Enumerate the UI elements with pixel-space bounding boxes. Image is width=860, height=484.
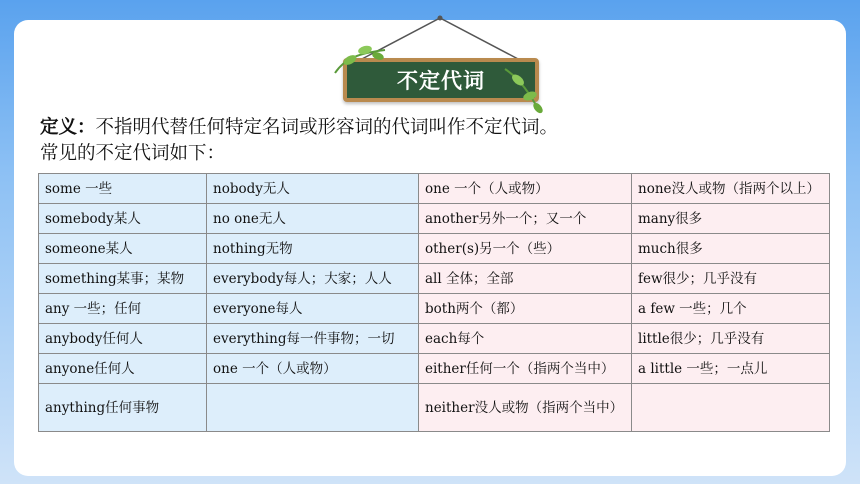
table-row xyxy=(39,204,830,234)
table-cell: some 一些 xyxy=(39,174,207,204)
table-cell: nobody无人 xyxy=(207,174,419,204)
table-row xyxy=(39,354,830,384)
table-row xyxy=(39,264,830,294)
table-cell: each每个 xyxy=(419,324,632,354)
table-cell: one 一个（人或物） xyxy=(419,174,632,204)
subtitle: 常见的不定代词如下： xyxy=(40,143,226,164)
table-row xyxy=(39,174,830,204)
table-cell: either任何一个（指两个当中） xyxy=(419,354,632,384)
table-cell: neither没人或物（指两个当中） xyxy=(419,384,632,432)
table-cell: a few 一些；几个 xyxy=(632,294,830,324)
definition-line xyxy=(40,113,558,139)
table-cell: nothing无物 xyxy=(207,234,419,264)
table-cell: a little 一些；一点儿 xyxy=(632,354,830,384)
definition-label: 定义： xyxy=(40,117,96,138)
table-cell: everybody每人；大家；人人 xyxy=(207,264,419,294)
table-row xyxy=(39,384,830,432)
table-cell: everyone每人 xyxy=(207,294,419,324)
table-cell: anybody任何人 xyxy=(39,324,207,354)
table-cell: few很少；几乎没有 xyxy=(632,264,830,294)
table-cell: none没人或物（指两个以上） xyxy=(632,174,830,204)
table-cell xyxy=(207,384,419,432)
page-title: 不定代词 xyxy=(397,69,485,93)
pronoun-table xyxy=(38,173,830,432)
definition-text: 不指明代替任何特定名词或形容词的代词叫作不定代词。 xyxy=(95,117,559,138)
table-row xyxy=(39,294,830,324)
table-cell: no one无人 xyxy=(207,204,419,234)
table-cell: another另外一个；又一个 xyxy=(419,204,632,234)
table-cell: both两个（都） xyxy=(419,294,632,324)
table-cell: many很多 xyxy=(632,204,830,234)
table-cell: much很多 xyxy=(632,234,830,264)
vine-leaf-icon xyxy=(330,38,390,78)
table-cell: something某事；某物 xyxy=(39,264,207,294)
table-cell: all 全体；全部 xyxy=(419,264,632,294)
table-cell: any 一些；任何 xyxy=(39,294,207,324)
table-cell: anyone任何人 xyxy=(39,354,207,384)
table-cell xyxy=(632,384,830,432)
table-cell: other(s)另一个（些） xyxy=(419,234,632,264)
table-cell: anything任何事物 xyxy=(39,384,207,432)
table-cell: one 一个（人或物） xyxy=(207,354,419,384)
table-row xyxy=(39,324,830,354)
table-row xyxy=(39,234,830,264)
table-cell: little很少；几乎没有 xyxy=(632,324,830,354)
table-cell: someone某人 xyxy=(39,234,207,264)
table-cell: somebody某人 xyxy=(39,204,207,234)
table-cell: everything每一件事物；一切 xyxy=(207,324,419,354)
vine-leaf-icon xyxy=(500,64,550,116)
